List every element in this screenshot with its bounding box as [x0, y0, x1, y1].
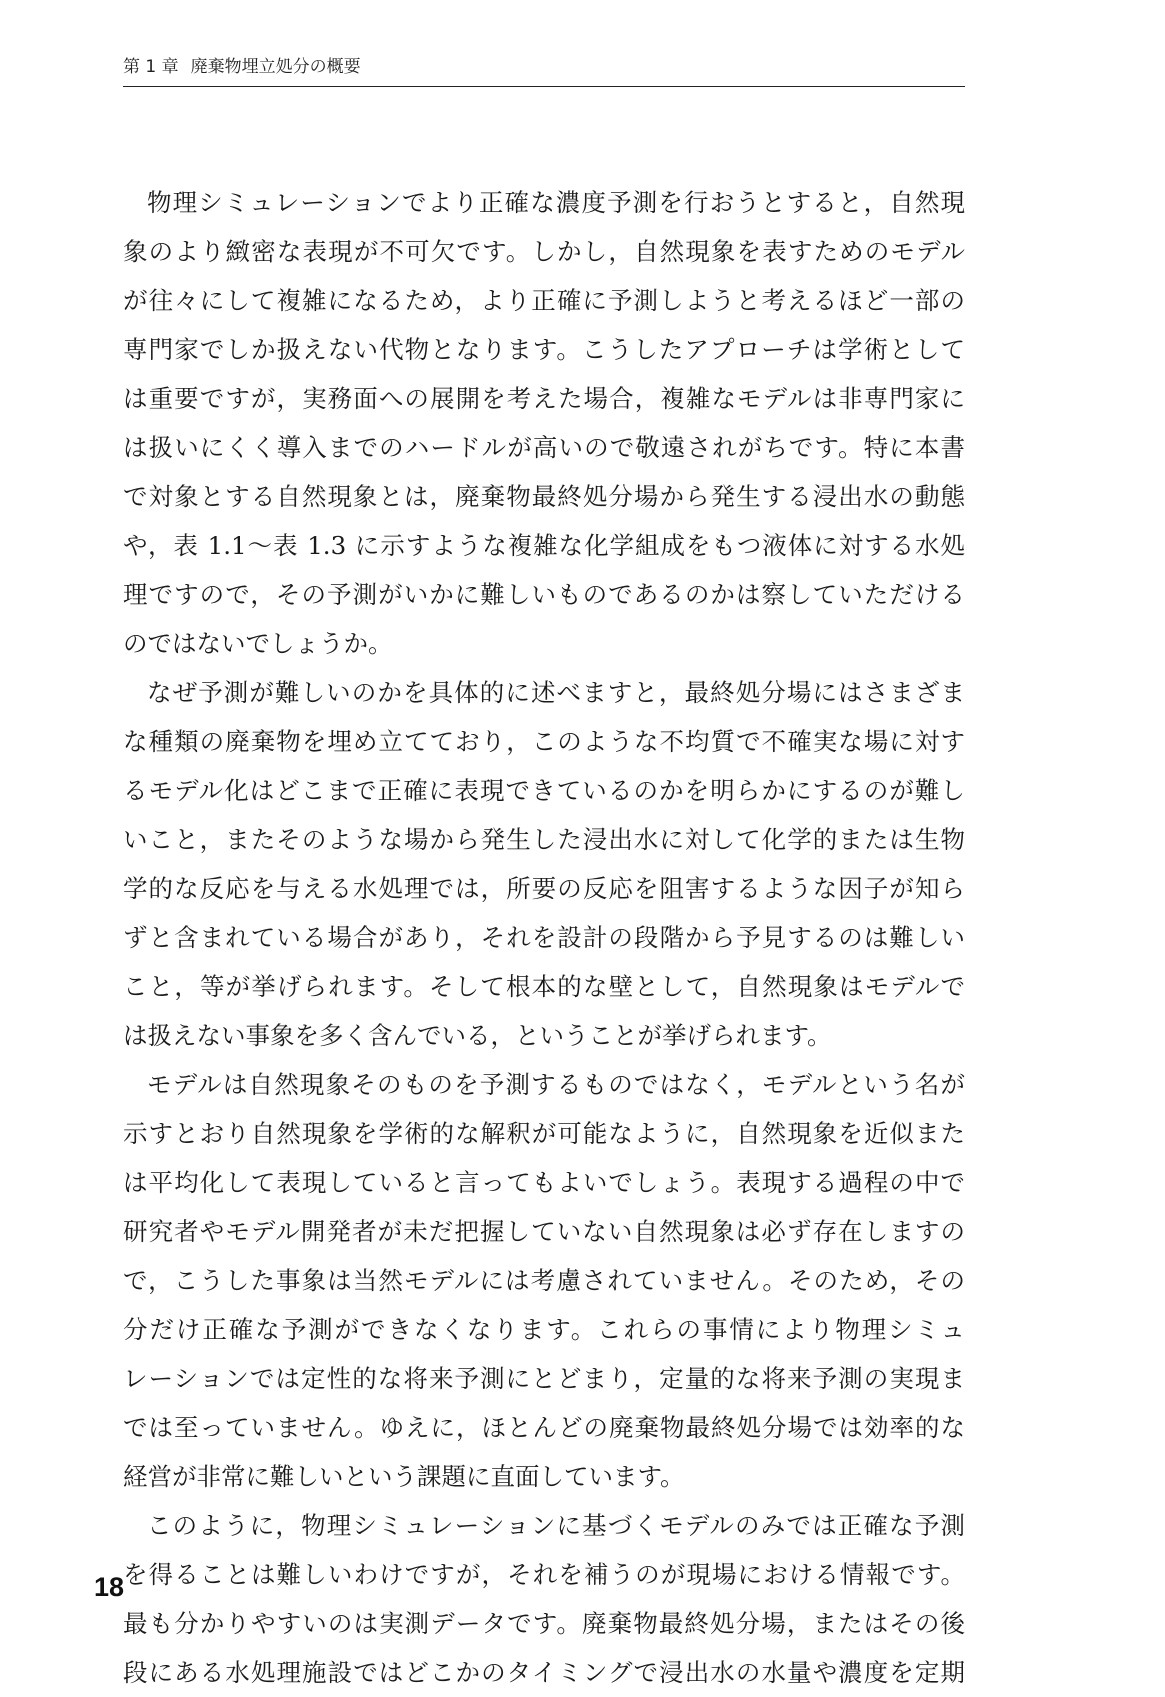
text-line: を得ることは難しいわけですが，それを補うのが現場における情報です。 [123, 1560, 965, 1589]
chapter-title: 廃棄物埋立処分の概要 [190, 57, 361, 77]
paragraph [123, 178, 965, 668]
text-line: では至っていません。ゆえに，ほとんどの廃棄物最終処分場では効率的な [123, 1413, 965, 1442]
text-line: 学的な反応を与える水処理では，所要の反応を阻害するような因子が知ら [123, 874, 965, 903]
text-line: は扱いにくく導入までのハードルが高いので敬遠されがちです。特に本書 [123, 433, 965, 462]
text-line: のではないでしょうか。 [123, 629, 393, 658]
text-line: が往々にして複雑になるため，より正確に予測しようと考えるほど一部の [123, 286, 965, 315]
text-line: 研究者やモデル開発者が未だ把握していない自然現象は必ず存在しますの [123, 1217, 965, 1246]
text-line: 示すとおり自然現象を学術的な解釈が可能なように，自然現象を近似また [123, 1119, 965, 1148]
chapter-number: 第 1 章 [123, 57, 179, 77]
text-line: るモデル化はどこまで正確に表現できているのかを明らかにするのが難し [123, 776, 965, 805]
text-line: いこと，またそのような場から発生した浸出水に対して化学的または生物 [123, 825, 965, 854]
text-line: 専門家でしか扱えない代物となります。こうしたアプローチは学術として [123, 335, 965, 364]
text-line: モデルは自然現象そのものを予測するものではなく，モデルという名が [147, 1070, 965, 1099]
text-line: で対象とする自然現象とは，廃棄物最終処分場から発生する浸出水の動態 [123, 482, 965, 511]
text-line: で，こうした事象は当然モデルには考慮されていません。そのため，その [123, 1266, 965, 1295]
paragraph [123, 1501, 965, 1697]
text-line: や，表 1.1～表 1.3 に示すような複雑な化学組成をもつ液体に対する水処 [123, 531, 965, 560]
text-line: こと，等が挙げられます。そして根本的な壁として，自然現象はモデルで [123, 972, 965, 1001]
text-line: なぜ予測が難しいのかを具体的に述べますと，最終処分場にはさまざま [147, 678, 965, 707]
text-line: 経営が非常に難しいという課題に直面しています。 [123, 1462, 685, 1491]
text-line: 象のより緻密な表現が不可欠です。しかし，自然現象を表すためのモデル [123, 237, 965, 266]
text-line: な種類の廃棄物を埋め立てており，このような不均質で不確実な場に対す [123, 727, 965, 756]
paragraph [123, 668, 965, 1060]
paragraph [123, 1060, 965, 1501]
text-line: は平均化して表現していると言ってもよいでしょう。表現する過程の中で [123, 1168, 965, 1197]
text-line: 分だけ正確な予測ができなくなります。これらの事情により物理シミュ [123, 1315, 965, 1344]
body-text [123, 178, 965, 1697]
text-line: ずと含まれている場合があり，それを設計の段階から予見するのは難しい [123, 923, 965, 952]
text-line: 最も分かりやすいのは実測データです。廃棄物最終処分場，またはその後 [123, 1609, 965, 1638]
text-line: は重要ですが，実務面への展開を考えた場合，複雑なモデルは非専門家に [123, 384, 965, 413]
page-number: 18 [94, 1572, 125, 1602]
running-header [123, 52, 965, 87]
text-line: このように，物理シミュレーションに基づくモデルのみでは正確な予測 [147, 1511, 965, 1540]
text-line: レーションでは定性的な将来予測にとどまり，定量的な将来予測の実現ま [123, 1364, 965, 1393]
text-line: 理ですので，その予測がいかに難しいものであるのかは察していただける [123, 580, 965, 609]
text-line: 段にある水処理施設ではどこかのタイミングで浸出水の水量や濃度を定期 [123, 1658, 965, 1687]
text-line: は扱えない事象を多く含んでいる，ということが挙げられます。 [123, 1021, 832, 1050]
text-line: 物理シミュレーションでより正確な濃度予測を行おうとすると，自然現 [147, 188, 965, 217]
